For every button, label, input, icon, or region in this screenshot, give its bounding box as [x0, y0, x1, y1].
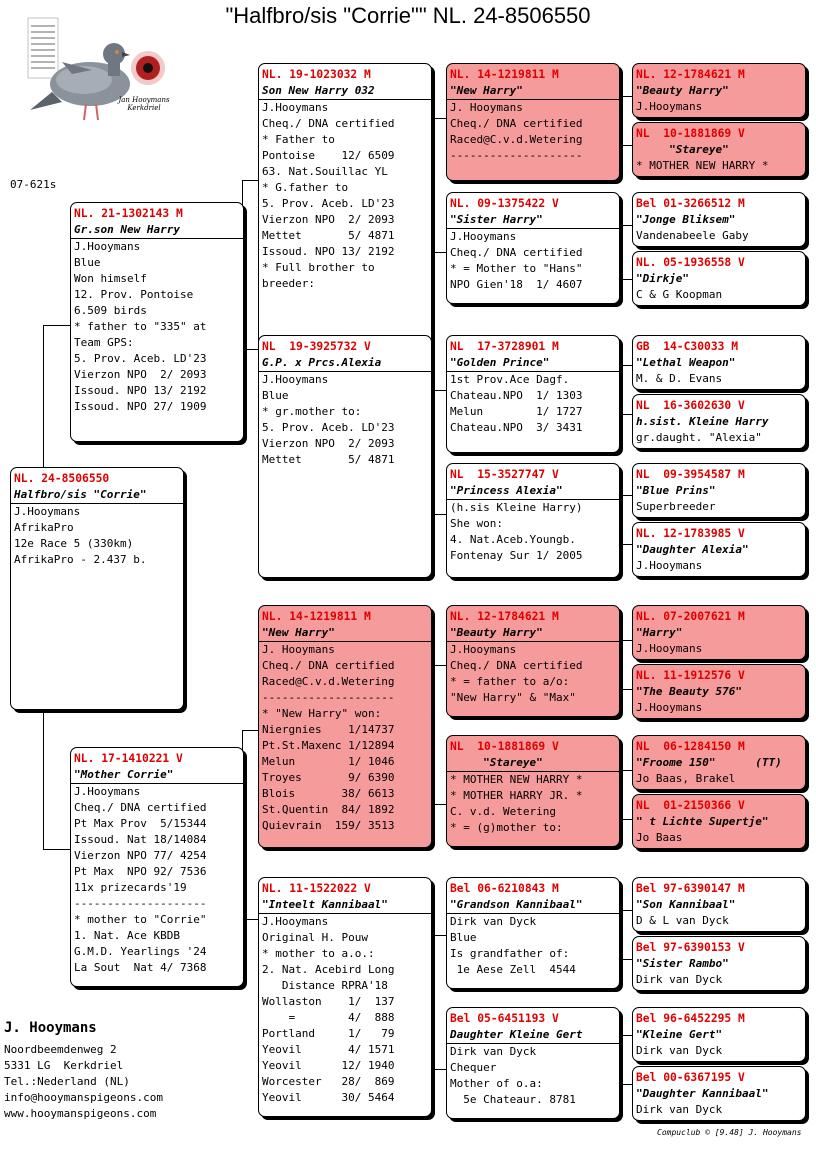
ring-number: Bel 06-6210843 M [450, 882, 559, 895]
pigeon-detail-line: J.Hooymans [262, 373, 329, 386]
pigeon-detail-line: Vierzon NPO 2/ 2093 [262, 213, 395, 226]
pigeon-detail-line: Cheq./ DNA certified [74, 801, 207, 814]
pigeon-name: Son New Harry 032 [259, 83, 431, 100]
pigeon-detail-line: Cheq./ DNA certified [450, 659, 583, 672]
pigeon-box [632, 335, 806, 390]
pigeon-box [632, 192, 806, 247]
logo-caption: Jan Hooymans Kerkdriel [118, 96, 170, 112]
pigeon-detail-line: AfrikaPro - 2.437 b. [14, 553, 147, 566]
pigeon-detail-line: Yeovil 12/ 1940 [262, 1059, 395, 1072]
pigeon-detail-line: Chateau.NPO 1/ 1303 [450, 389, 583, 402]
pigeon-name: "Sister Rambo" [636, 957, 729, 970]
pigeon-detail-line: * "New Harry" won: [262, 707, 382, 720]
pigeon-detail-line: -------------------- [74, 897, 207, 910]
ring-number: NL. 24-8506550 [14, 472, 110, 485]
pigeon-detail-line: 4. Nat.Aceb.Youngb. [450, 533, 576, 546]
pigeon-detail-line: Pt.St.Maxenc 1/12894 [262, 739, 395, 752]
pigeon-detail-line: Pt Max Prov 5/15344 [74, 817, 207, 830]
ring-number: NL. 17-1410221 V [74, 752, 183, 765]
breeder-line: 5331 LG Kerkdriel [4, 1059, 124, 1072]
connector [618, 96, 632, 146]
pigeon-detail-line: J.Hooymans [14, 505, 81, 518]
pigeon-name: "Beauty Harry" [447, 625, 619, 642]
pigeon-detail-line: Niergnies 1/14737 [262, 723, 395, 736]
connector [43, 710, 73, 850]
pigeon-name: G.P. x Prcs.Alexia [259, 355, 431, 372]
pigeon-detail-line: Dirk van Dyck [636, 1103, 723, 1116]
ring-number: NL. 09-1375422 V [450, 197, 559, 210]
pigeon-box [446, 335, 620, 453]
pigeon-detail-line: Jo Baas, Brakel [636, 772, 736, 785]
pigeon-box [632, 63, 806, 118]
connector [618, 640, 632, 690]
pigeon-detail-line: Mettet 5/ 4871 [262, 453, 395, 466]
pigeon-detail-line: Worcester 28/ 869 [262, 1075, 395, 1088]
connector [618, 910, 632, 960]
pigeon-detail-line: Raced@C.v.d.Wetering [262, 675, 395, 688]
pigeon-box [632, 735, 806, 790]
pigeon-detail-line: Cheq./ DNA certified [262, 659, 395, 672]
pigeon-detail-line: 5e Chateaur. 8781 [450, 1093, 576, 1106]
pigeon-detail-line: * father to "335" at [74, 320, 207, 333]
connector [618, 770, 632, 820]
pigeon-name: "Harry" [636, 626, 683, 639]
pigeon-detail-line: C. v.d. Wetering [450, 805, 556, 818]
pigeon-detail-line: Chateau.NPO 3/ 3431 [450, 421, 583, 434]
footer-credit: Compuclub © [9.48] J. Hooymans [657, 1128, 802, 1137]
pigeon-name: "Jonge Bliksem" [636, 213, 736, 226]
ring-number: Bel 00-6367195 V [636, 1071, 745, 1084]
pigeon-box [70, 747, 244, 987]
pigeon-box [258, 335, 432, 578]
ring-number: NL 10-1881869 V [636, 127, 745, 140]
pigeon-detail-line: 6.509 birds [74, 304, 147, 317]
pigeon-detail-line: J. Hooymans [450, 101, 523, 114]
pigeon-detail-line: Pontoise 12/ 6509 [262, 149, 395, 162]
pigeon-detail-line: She won: [450, 517, 503, 530]
pigeon-detail-line: Dirk van Dyck [636, 973, 723, 986]
page-title: "Halfbro/sis "Corrie"" NL. 24-8506550 [225, 3, 591, 28]
pigeon-detail-line: La Sout Nat 4/ 7368 [74, 961, 207, 974]
connector [430, 390, 446, 515]
breeder-info [4, 1018, 163, 1122]
pigeon-detail-line: * MOTHER HARRY JR. * [450, 789, 583, 802]
pigeon-detail-line: D & L van Dyck [636, 914, 729, 927]
pigeon-logo [22, 14, 170, 126]
pigeon-detail-line: M. & D. Evans [636, 372, 723, 385]
ring-number: Bel 05-6451193 V [450, 1012, 559, 1025]
pigeon-detail-line: 2. Nat. Acebird Long [262, 963, 395, 976]
connector [618, 365, 632, 415]
pigeon-detail-line: Cheq./ DNA certified [450, 117, 583, 130]
pigeon-detail-line: G.M.D. Yearlings '24 [74, 945, 207, 958]
pigeon-detail-line: J.Hooymans [450, 230, 517, 243]
pigeon-detail-line: Vierzon NPO 77/ 4254 [74, 849, 207, 862]
ring-number: NL. 12-1783985 V [636, 527, 745, 540]
connector [430, 118, 446, 253]
pigeon-detail-line: * Full brother to [262, 261, 375, 274]
pigeon-detail-line: Yeovil 4/ 1571 [262, 1043, 395, 1056]
pigeon-box [446, 605, 620, 717]
pigeon-box [446, 1007, 620, 1119]
pigeon-detail-line: Dirk van Dyck [450, 1045, 537, 1058]
pigeon-name: "Lethal Weapon" [636, 356, 736, 369]
pigeon-detail-line: Dirk van Dyck [636, 1044, 723, 1057]
pigeon-detail-line: Mother of o.a: [450, 1077, 543, 1090]
pigeon-detail-line: J.Hooymans [74, 785, 141, 798]
pigeon-box [632, 794, 806, 849]
ring-number: NL. 14-1219811 M [262, 610, 371, 623]
pigeon-name: "Princess Alexia" [447, 483, 619, 500]
pigeon-name: "Mother Corrie" [71, 767, 243, 784]
pigeon-detail-line: -------------------- [450, 149, 583, 162]
ring-number: NL. 11-1912576 V [636, 669, 745, 682]
pigeon-name: "Beauty Harry" [636, 84, 729, 97]
pigeon-name: "Stareye" [636, 143, 729, 156]
pigeon-detail-line: C & G Koopman [636, 288, 723, 301]
pigeon-name: Daughter Kleine Gert [447, 1027, 619, 1044]
pigeon-detail-line: Blue [450, 931, 477, 944]
pigeon-box [632, 664, 806, 719]
pigeon-name: Gr.son New Harry [71, 222, 243, 239]
pigeon-detail-line: Is grandfather of: [450, 947, 570, 960]
pigeon-box [632, 463, 806, 518]
pigeon-detail-line: Cheq./ DNA certified [450, 246, 583, 259]
ring-number: NL 10-1881869 V [450, 740, 559, 753]
pigeon-detail-line: J.Hooymans [636, 559, 703, 572]
pigeon-name: "Daughter Alexia" [636, 543, 749, 556]
ring-number: Bel 97-6390153 V [636, 941, 745, 954]
ring-number: NL. 21-1302143 M [74, 207, 183, 220]
pigeon-detail-line: Yeovil 30/ 5464 [262, 1091, 395, 1104]
pigeon-name: "Daughter Kannibaal" [636, 1087, 769, 1100]
pigeon-detail-line: 12e Race 5 (330km) [14, 537, 134, 550]
pigeon-box [446, 63, 620, 181]
pigeon-detail-line: "New Harry" & "Max" [450, 691, 576, 704]
pigeon-name: "Golden Prince" [447, 355, 619, 372]
pigeon-detail-line: 12. Prov. Pontoise [74, 288, 194, 301]
pigeon-detail-line: Mettet 5/ 4871 [262, 229, 395, 242]
pigeon-box [632, 1007, 806, 1062]
connector [430, 665, 446, 805]
pigeon-detail-line: Blue [262, 389, 289, 402]
pigeon-detail-line: 11x prizecards'19 [74, 881, 187, 894]
pigeon-detail-line: Vierzon NPO 2/ 2093 [262, 437, 395, 450]
pigeon-detail-line: * = (g)mother to: [450, 821, 563, 834]
pigeon-detail-line: Pt Max NPO 92/ 7536 [74, 865, 207, 878]
breeder-email[interactable]: info@hooymanspigeons.com [4, 1091, 163, 1104]
pigeon-detail-line: * mother to "Corrie" [74, 913, 207, 926]
pigeon-box [446, 463, 620, 578]
pigeon-detail-line: * mother to a.o.: [262, 947, 375, 960]
pigeon-detail-line: Issoud. Nat 18/14084 [74, 833, 207, 846]
pigeon-box [632, 877, 806, 932]
pigeon-detail-line: Issoud. NPO 13/ 2192 [262, 245, 395, 258]
pigeon-detail-line: Jo Baas [636, 831, 683, 844]
pigeon-detail-line: * = Mother to "Hans" [450, 262, 583, 275]
ring-number: NL 15-3527747 V [450, 468, 559, 481]
pigeon-name: h.sist. Kleine Harry [636, 415, 769, 428]
pigeon-detail-line: Cheq./ DNA certified [262, 117, 395, 130]
pigeon-detail-line: Fontenay Sur 1/ 2005 [450, 549, 583, 562]
pigeon-detail-line: J. Hooymans [262, 643, 335, 656]
pigeon-name: "Inteelt Kannibaal" [259, 897, 431, 914]
ring-number: NL. 19-1023032 M [262, 68, 371, 81]
pigeon-detail-line: breeder: [262, 277, 315, 290]
connector [618, 495, 632, 545]
pigeon-detail-line: Melun 1/ 1046 [262, 755, 395, 768]
ring-number: NL. 12-1784621 M [450, 610, 559, 623]
pigeon-detail-line: Wollaston 1/ 137 [262, 995, 395, 1008]
pigeon-detail-line: Vandenabeele Gaby [636, 229, 749, 242]
pigeon-name: "Kleine Gert" [636, 1028, 723, 1041]
pigeon-detail-line: NPO Gien'18 1/ 4607 [450, 278, 583, 291]
pigeon-detail-line: 1. Nat. Ace KBDB [74, 929, 180, 942]
pigeon-detail-line: 1st Prov.Ace Dagf. [450, 373, 570, 386]
pigeon-detail-line: J.Hooymans [450, 643, 517, 656]
pigeon-detail-line: Superbreeder [636, 500, 716, 513]
pigeon-detail-line: Vierzon NPO 2/ 2093 [74, 368, 207, 381]
pigeon-detail-line: Portland 1/ 79 [262, 1027, 395, 1040]
breeder-line: Tel.:Nederland (NL) [4, 1075, 130, 1088]
ring-number: NL 01-2150366 V [636, 799, 745, 812]
pigeon-name: "Grandson Kannibaal" [447, 897, 619, 914]
ring-number: NL 16-3602630 V [636, 399, 745, 412]
pigeon-detail-line: Won himself [74, 272, 147, 285]
pigeon-detail-line: gr.daught. "Alexia" [636, 431, 762, 444]
pigeon-detail-line: -------------------- [262, 691, 395, 704]
pigeon-detail-line: Blois 38/ 6613 [262, 787, 395, 800]
pigeon-name: "Stareye" [447, 755, 619, 772]
pigeon-name: "The Beauty 576" [636, 685, 742, 698]
connector [430, 935, 446, 1070]
ring-number: NL. 05-1936558 V [636, 256, 745, 269]
breeder-name: J. Hooymans [4, 1020, 97, 1036]
pigeon-detail-line: = 4/ 888 [262, 1011, 395, 1024]
pigeon-box [446, 735, 620, 847]
pigeon-detail-line: (h.sis Kleine Harry) [450, 501, 583, 514]
pigeon-detail-line: 5. Prov. Aceb. LD'23 [262, 421, 395, 434]
pigeon-detail-line: J.Hooymans [636, 100, 703, 113]
ring-number: NL. 12-1784621 M [636, 68, 745, 81]
pigeon-detail-line: Team GPS: [74, 336, 134, 349]
pigeon-detail-line: AfrikaPro [14, 521, 74, 534]
pigeon-name: Halfbro/sis "Corrie" [11, 487, 183, 504]
pigeon-name: "Froome 150" (TT) [636, 756, 782, 769]
pigeon-box [632, 1066, 806, 1121]
connector [43, 325, 73, 470]
pigeon-detail-line: 63. Nat.Souillac YL [262, 165, 388, 178]
pigeon-detail-line: * MOTHER NEW HARRY * [636, 159, 769, 172]
pigeon-box [446, 192, 620, 304]
pigeon-detail-line: * = father to a/o: [450, 675, 570, 688]
pigeon-detail-line: Quievrain 159/ 3513 [262, 819, 395, 832]
pigeon-box [258, 605, 432, 848]
pigeon-detail-line: Troyes 9/ 6390 [262, 771, 395, 784]
pigeon-detail-line: 5. Prov. Aceb. LD'23 [74, 352, 207, 365]
pigeon-detail-line: Melun 1/ 1727 [450, 405, 583, 418]
pigeon-box [632, 522, 806, 577]
pigeon-detail-line: Chequer [450, 1061, 497, 1074]
pigeon-detail-line: J.Hooymans [74, 240, 141, 253]
pigeon-detail-line: Dirk van Dyck [450, 915, 537, 928]
pigeon-box [632, 251, 806, 306]
pigeon-name: "New Harry" [259, 625, 431, 642]
pigeon-detail-line: Distance RPRA'18 [262, 979, 388, 992]
pigeon-box [632, 605, 806, 660]
pigeon-detail-line: J.Hooymans [636, 642, 703, 655]
pigeon-detail-line: J.Hooymans [262, 101, 329, 114]
ring-number: NL. 11-1522022 V [262, 882, 371, 895]
pigeon-detail-line: Blue [74, 256, 101, 269]
pigeon-detail-line: * MOTHER NEW HARRY * [450, 773, 583, 786]
pigeon-detail-line: St.Quentin 84/ 1892 [262, 803, 395, 816]
pigeon-box [70, 202, 244, 442]
pigeon-name: " t Lichte Supertje" [636, 815, 769, 828]
ring-number: NL. 07-2007621 M [636, 610, 745, 623]
ring-number: NL 19-3925732 V [262, 340, 371, 353]
pigeon-box [632, 122, 806, 177]
pigeon-detail-line: J.Hooymans [262, 915, 329, 928]
ring-number: Bel 96-6452295 M [636, 1012, 745, 1025]
pigeon-name: "Sister Harry" [447, 212, 619, 229]
ring-number: NL 09-3954587 M [636, 468, 745, 481]
pigeon-detail-line: Raced@C.v.d.Wetering [450, 133, 583, 146]
pigeon-name: "Dirkje" [636, 272, 689, 285]
pigeon-box [258, 877, 432, 1117]
pigeon-detail-line: J.Hooymans [636, 701, 703, 714]
pigeon-detail-line: * gr.mother to: [262, 405, 362, 418]
pigeon-detail-line: 5. Prov. Aceb. LD'23 [262, 197, 395, 210]
breeder-line: Noordbeemdenweg 2 [4, 1043, 117, 1056]
pigeon-name: "Son Kannibaal" [636, 898, 736, 911]
pigeon-name: "Blue Prins" [636, 484, 716, 497]
pigeon-name: "New Harry" [447, 83, 619, 100]
ring-number: NL. 14-1219811 M [450, 68, 559, 81]
connector [618, 1035, 632, 1085]
pigeon-detail-line: 1e Aese Zell 4544 [450, 963, 576, 976]
pigeon-box [10, 467, 184, 710]
pigeon-box [632, 936, 806, 991]
pigeon-box [446, 877, 620, 989]
pigeon-detail-line: * G.father to [262, 181, 349, 194]
pigeon-detail-line: Issoud. NPO 27/ 1909 [74, 400, 207, 413]
ring-number: NL 06-1284150 M [636, 740, 745, 753]
connector [618, 225, 632, 280]
pigeon-detail-line: Original H. Pouw [262, 931, 368, 944]
ring-number: GB 14-C30033 M [636, 340, 739, 353]
ring-number: Bel 01-3266512 M [636, 197, 745, 210]
ring-number: Bel 97-6390147 M [636, 882, 745, 895]
pigeon-detail-line: Issoud. NPO 13/ 2192 [74, 384, 207, 397]
ring-number: NL 17-3728901 M [450, 340, 559, 353]
breeder-website[interactable]: www.hooymanspigeons.com [4, 1107, 157, 1120]
pigeon-detail-line: * Father to [262, 133, 335, 146]
pedigree-code: 07-621s [10, 178, 57, 191]
pigeon-box [632, 394, 806, 449]
